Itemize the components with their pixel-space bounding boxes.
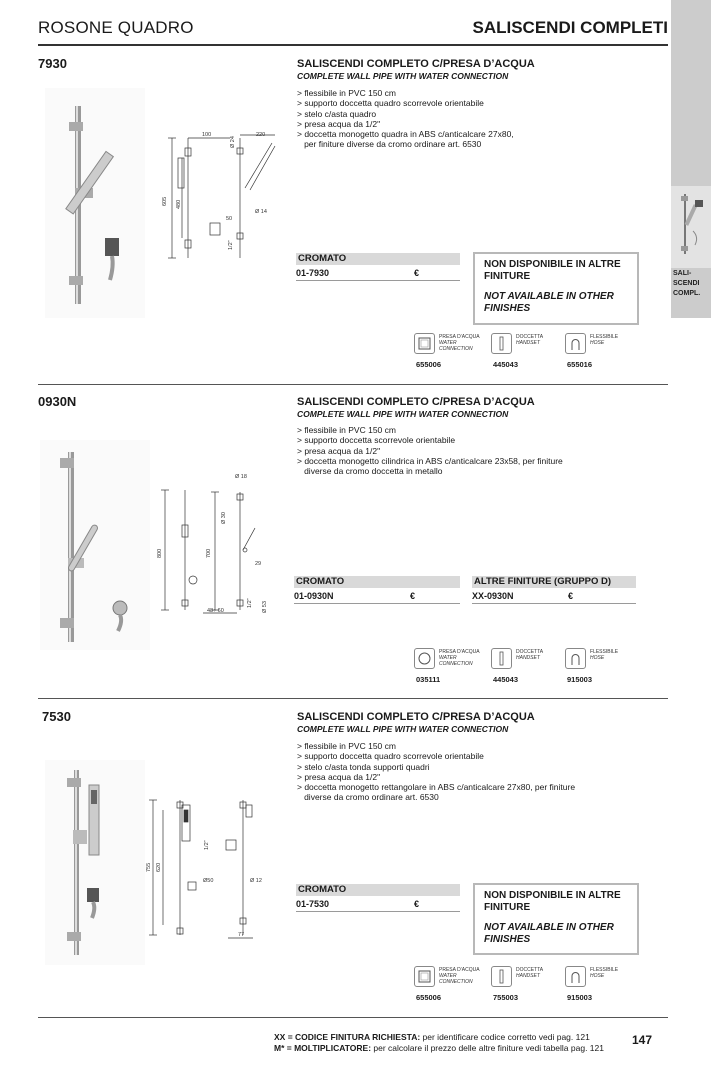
price-row bbox=[294, 590, 460, 604]
article-code: XX-0930N bbox=[472, 591, 514, 601]
article-code: 01-0930N bbox=[294, 591, 334, 601]
svg-text:1/2": 1/2" bbox=[247, 598, 253, 608]
feature-item: > doccetta monogetto cilindrica in ABS c/anticalcare 23x58, per finiture bbox=[297, 455, 563, 466]
euro-sign: € bbox=[414, 268, 420, 278]
part-code: 445043 bbox=[493, 675, 519, 684]
feature-item: > flessibile in PVC 150 cm bbox=[297, 88, 396, 98]
hose-icon bbox=[565, 966, 586, 987]
feature-item: > supporto doccetta quadro scorrevole orientabile bbox=[297, 98, 484, 109]
product-photo-7530 bbox=[45, 760, 145, 965]
footer-note-line1: XX = CODICE FINITURA RICHIESTA: per identificare codice corretto vedi pag. 121 bbox=[274, 1032, 590, 1042]
feature-list bbox=[297, 425, 563, 476]
article-code: 01-7530 bbox=[296, 899, 330, 909]
feature-item: > flessibile in PVC 150 cm bbox=[297, 425, 396, 435]
svg-text:50: 50 bbox=[226, 216, 233, 222]
price-row bbox=[472, 590, 636, 604]
svg-text:Ø 30: Ø 30 bbox=[221, 512, 227, 524]
feature-item: > supporto doccetta quadro scorrevole orientabile bbox=[297, 751, 484, 762]
product-photo-0930N bbox=[40, 440, 150, 650]
technical-drawing-7530 bbox=[148, 790, 273, 940]
page-header-left: ROSONE QUADRO bbox=[38, 18, 194, 37]
part-code: 655006 bbox=[416, 360, 442, 369]
section-divider bbox=[38, 384, 668, 385]
svg-text:Ø 24: Ø 24 bbox=[230, 136, 236, 148]
header-divider bbox=[38, 44, 668, 46]
price-table-header: CROMATO bbox=[296, 884, 460, 896]
product-subtitle: COMPLETE WALL PIPE WITH WATER CONNECTION bbox=[297, 71, 509, 81]
product-title: SALISCENDI COMPLETO C/PRESA D’ACQUA bbox=[297, 711, 535, 723]
price-table-header: CROMATO bbox=[296, 253, 460, 265]
svg-text:Ø 12: Ø 12 bbox=[250, 878, 262, 884]
part-code: 655016 bbox=[567, 360, 593, 369]
price-row bbox=[296, 267, 460, 281]
euro-sign: € bbox=[414, 899, 420, 909]
feature-item: > stelo c/asta tonda supporti quadri bbox=[297, 761, 430, 772]
svg-text:480: 480 bbox=[176, 199, 182, 209]
part-code: 445043 bbox=[493, 360, 519, 369]
water-connection-round-icon bbox=[414, 648, 435, 669]
svg-text:29: 29 bbox=[255, 561, 262, 567]
feature-item: > presa acqua da 1/2" bbox=[297, 445, 381, 456]
section-divider bbox=[38, 698, 668, 699]
svg-text:620: 620 bbox=[156, 862, 162, 872]
footer-divider bbox=[38, 1017, 668, 1018]
product-code: 7530 bbox=[42, 709, 71, 724]
water-connection-square-icon bbox=[414, 333, 435, 354]
handset-icon bbox=[491, 648, 512, 669]
part-code: 035111 bbox=[416, 675, 441, 684]
feature-item: > presa acqua da 1/2" bbox=[297, 118, 381, 129]
part-code: 655006 bbox=[416, 993, 442, 1002]
svg-text:800: 800 bbox=[157, 548, 163, 558]
footer-note-line2: M* = MOLTIPLICATORE: per calcolare il prezzo delle altre finiture vedi tabella pag. 121 bbox=[274, 1042, 604, 1053]
technical-drawing-7930 bbox=[160, 128, 280, 268]
svg-text:605: 605 bbox=[162, 196, 168, 206]
technical-drawing-0930N bbox=[155, 470, 275, 620]
price-table bbox=[296, 253, 460, 281]
handset-icon bbox=[491, 966, 512, 987]
part-code: 755003 bbox=[493, 993, 519, 1002]
feature-item: diverse da cromo ordinare art. 6530 bbox=[297, 792, 439, 803]
svg-text:77: 77 bbox=[238, 932, 245, 938]
water-connection-square-icon bbox=[414, 966, 435, 987]
product-subtitle: COMPLETE WALL PIPE WITH WATER CONNECTION bbox=[297, 409, 509, 419]
product-photo-7930 bbox=[45, 88, 145, 318]
product-subtitle: COMPLETE WALL PIPE WITH WATER CONNECTION bbox=[297, 724, 509, 734]
svg-text:Ø 18: Ø 18 bbox=[235, 474, 247, 480]
svg-text:1/2": 1/2" bbox=[204, 840, 210, 850]
product-title: SALISCENDI COMPLETO C/PRESA D’ACQUA bbox=[297, 58, 535, 70]
price-table-header: CROMATO bbox=[294, 576, 460, 588]
hose-icon bbox=[565, 333, 586, 354]
svg-text:Ø50: Ø50 bbox=[203, 878, 214, 884]
svg-text:755: 755 bbox=[146, 862, 152, 872]
svg-text:48÷ 60: 48÷ 60 bbox=[207, 608, 224, 614]
price-table-header: ALTRE FINITURE (GRUPPO D) bbox=[472, 576, 636, 588]
price-table bbox=[296, 884, 460, 912]
feature-item: per finiture diverse da cromo ordinare art. 6530 bbox=[297, 139, 482, 150]
feature-item: > presa acqua da 1/2" bbox=[297, 771, 381, 782]
price-table bbox=[294, 576, 460, 604]
part-code: 915003 bbox=[567, 675, 593, 684]
article-code: 01-7930 bbox=[296, 268, 330, 278]
svg-text:220: 220 bbox=[256, 132, 266, 138]
price-row bbox=[296, 898, 460, 912]
page-number: 147 bbox=[632, 1033, 653, 1047]
product-title: SALISCENDI COMPLETO C/PRESA D’ACQUA bbox=[297, 396, 535, 408]
feature-list bbox=[297, 88, 514, 150]
price-table-other-finishes bbox=[472, 576, 636, 604]
euro-sign: € bbox=[568, 591, 574, 601]
svg-text:Ø 53: Ø 53 bbox=[262, 601, 268, 613]
svg-text:100: 100 bbox=[202, 132, 212, 138]
feature-item: diverse da cromo doccetta in metallo bbox=[297, 466, 443, 477]
sidebar-label: SALI- SCENDI COMPL. bbox=[673, 270, 701, 297]
euro-sign: € bbox=[410, 591, 416, 601]
feature-item: > supporto doccetta scorrevole orientabile bbox=[297, 435, 456, 446]
feature-item: > doccetta monogetto rettangolare in ABS c/anticalcare 27x80, per finiture bbox=[297, 782, 576, 793]
feature-list bbox=[297, 741, 575, 803]
feature-item: > doccetta monogetto quadra in ABS c/anticalcare 27x80, bbox=[297, 129, 514, 140]
feature-item: > stelo c/asta quadro bbox=[297, 108, 377, 119]
svg-text:700: 700 bbox=[206, 548, 212, 558]
part-code: 915003 bbox=[567, 993, 593, 1002]
hose-icon bbox=[565, 648, 586, 669]
page-header-right: SALISCENDI COMPLETI bbox=[472, 18, 668, 37]
not-available-notice: NON DISPONIBILE IN ALTRE FINITURE NOT AVAILABLE IN OTHER FINISHES bbox=[473, 252, 639, 325]
handset-icon bbox=[491, 333, 512, 354]
feature-item: > flessibile in PVC 150 cm bbox=[297, 741, 396, 751]
product-code: 7930 bbox=[38, 56, 67, 71]
sidebar-product-thumbnail bbox=[671, 186, 711, 268]
svg-text:1/2": 1/2" bbox=[228, 240, 234, 250]
shower-rail-icon bbox=[671, 186, 711, 268]
footer-note bbox=[274, 1032, 604, 1053]
product-code: 0930N bbox=[38, 394, 77, 409]
svg-text:Ø 14: Ø 14 bbox=[255, 209, 267, 215]
not-available-notice: NON DISPONIBILE IN ALTRE FINITURE NOT AVAILABLE IN OTHER FINISHES bbox=[473, 883, 639, 955]
